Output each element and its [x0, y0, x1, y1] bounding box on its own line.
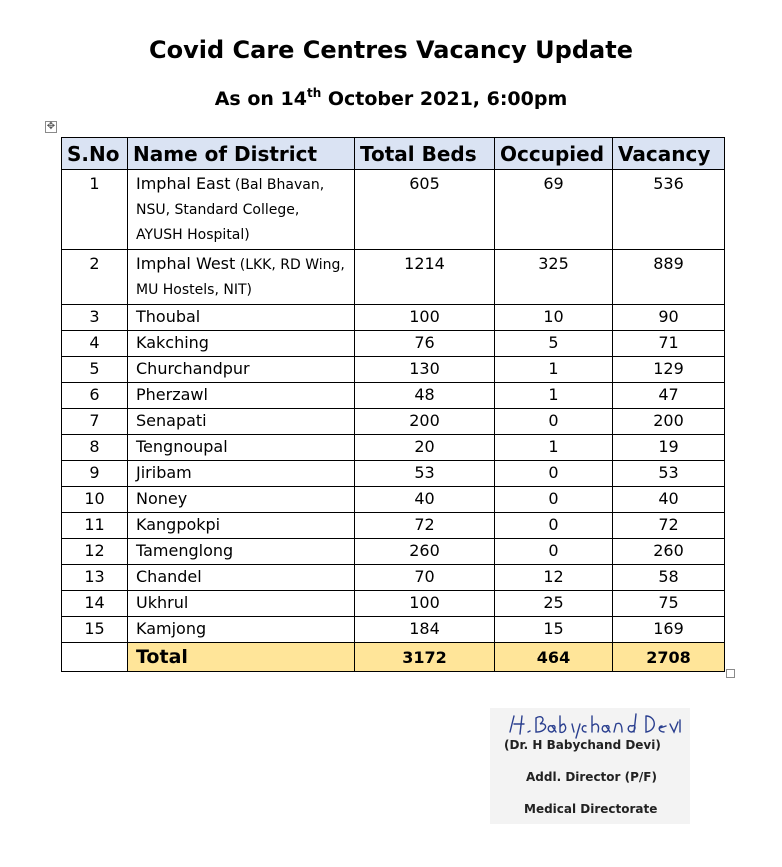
subtitle-prefix: As on 14 — [214, 88, 307, 110]
cell-occupied: 1 — [495, 383, 613, 409]
cell-vacancy: 169 — [613, 617, 725, 643]
cell-occupied: 5 — [495, 331, 613, 357]
cell-district — [128, 617, 355, 643]
table-row — [62, 357, 725, 383]
district-name: Tamenglong — [136, 541, 234, 560]
cell-total-beds: 72 — [355, 513, 495, 539]
table-resize-handle[interactable] — [726, 669, 735, 678]
cell-district — [128, 383, 355, 409]
cell-sno: 12 — [62, 539, 128, 565]
column-header-total-beds: Total Beds — [355, 138, 495, 170]
cell-sno: 13 — [62, 565, 128, 591]
district-name: Imphal East — [136, 174, 231, 193]
cell-vacancy: 53 — [613, 461, 725, 487]
cell-sno: 11 — [62, 513, 128, 539]
cell-sno: 6 — [62, 383, 128, 409]
district-facilities: (Bal Bhavan, NSU, Standard College, AYUSH Hospital) — [136, 177, 325, 243]
cell-sno: 5 — [62, 357, 128, 383]
table-row — [62, 250, 725, 305]
cell-district — [128, 435, 355, 461]
table-header-row — [62, 138, 725, 170]
page-title: Covid Care Centres Vacancy Update — [149, 36, 633, 64]
table-row — [62, 435, 725, 461]
total-occupied-sum: 464 — [495, 643, 613, 672]
cell-vacancy: 260 — [613, 539, 725, 565]
cell-total-beds: 76 — [355, 331, 495, 357]
cell-district — [128, 170, 355, 250]
table-row — [62, 591, 725, 617]
signature-block — [490, 708, 690, 824]
district-name: Imphal West — [136, 254, 236, 273]
cell-sno: 9 — [62, 461, 128, 487]
cell-vacancy: 75 — [613, 591, 725, 617]
district-name: Tengnoupal — [136, 437, 228, 456]
cell-total-beds: 20 — [355, 435, 495, 461]
district-name: Kamjong — [136, 619, 207, 638]
cell-occupied: 12 — [495, 565, 613, 591]
table-row — [62, 565, 725, 591]
signatory-name: (Dr. H Babychand Devi) — [504, 738, 661, 752]
cell-occupied: 0 — [495, 539, 613, 565]
cell-district — [128, 409, 355, 435]
cell-total-beds: 53 — [355, 461, 495, 487]
cell-total-beds: 184 — [355, 617, 495, 643]
cell-vacancy: 90 — [613, 305, 725, 331]
table-row — [62, 487, 725, 513]
district-name: Noney — [136, 489, 188, 508]
cell-occupied: 0 — [495, 461, 613, 487]
signatory-designation: Addl. Director (P/F) — [526, 770, 657, 784]
cell-district — [128, 591, 355, 617]
cell-district — [128, 357, 355, 383]
table-row — [62, 461, 725, 487]
cell-district — [128, 461, 355, 487]
cell-vacancy: 40 — [613, 487, 725, 513]
cell-total-beds: 260 — [355, 539, 495, 565]
cell-occupied: 25 — [495, 591, 613, 617]
cell-total-beds: 200 — [355, 409, 495, 435]
district-name: Ukhrul — [136, 593, 189, 612]
cell-occupied: 0 — [495, 513, 613, 539]
page-subtitle — [0, 88, 782, 110]
cell-vacancy: 129 — [613, 357, 725, 383]
district-name: Thoubal — [136, 307, 201, 326]
cell-vacancy: 47 — [613, 383, 725, 409]
cell-vacancy: 200 — [613, 409, 725, 435]
cell-sno: 4 — [62, 331, 128, 357]
table-move-handle-icon[interactable]: ✥ — [46, 121, 56, 132]
district-facilities: (LKK, RD Wing, MU Hostels, NIT) — [136, 257, 345, 298]
cell-occupied: 0 — [495, 487, 613, 513]
cell-total-beds: 100 — [355, 305, 495, 331]
cell-district — [128, 539, 355, 565]
table-row — [62, 539, 725, 565]
cell-vacancy: 72 — [613, 513, 725, 539]
cell-occupied: 1 — [495, 357, 613, 383]
table-row — [62, 331, 725, 357]
vacancy-table — [61, 137, 725, 672]
cell-sno: 14 — [62, 591, 128, 617]
cell-occupied: 325 — [495, 250, 613, 305]
cell-occupied: 0 — [495, 409, 613, 435]
total-label: Total — [128, 643, 355, 672]
column-header-district: Name of District — [128, 138, 355, 170]
district-name: Kangpokpi — [136, 515, 221, 534]
cell-total-beds: 70 — [355, 565, 495, 591]
cell-sno: 15 — [62, 617, 128, 643]
table-row — [62, 409, 725, 435]
cell-occupied: 1 — [495, 435, 613, 461]
district-name: Senapati — [136, 411, 207, 430]
cell-vacancy: 889 — [613, 250, 725, 305]
cell-total-beds: 130 — [355, 357, 495, 383]
district-name: Pherzawl — [136, 385, 208, 404]
cell-district — [128, 513, 355, 539]
signatory-department: Medical Directorate — [524, 802, 658, 816]
district-name: Churchandpur — [136, 359, 250, 378]
subtitle-suffix: October 2021, 6:00pm — [321, 88, 568, 110]
cell-sno: 2 — [62, 250, 128, 305]
cell-total-beds: 40 — [355, 487, 495, 513]
table-row — [62, 305, 725, 331]
cell-district — [128, 305, 355, 331]
cell-occupied: 10 — [495, 305, 613, 331]
cell-district — [128, 487, 355, 513]
district-name: Chandel — [136, 567, 202, 586]
cell-total-beds: 1214 — [355, 250, 495, 305]
cell-sno: 1 — [62, 170, 128, 250]
handwritten-signature — [502, 710, 682, 740]
district-name: Kakching — [136, 333, 209, 352]
total-vacancy-sum: 2708 — [613, 643, 725, 672]
cell-total-beds: 100 — [355, 591, 495, 617]
table-row — [62, 170, 725, 250]
cell-total-beds: 605 — [355, 170, 495, 250]
total-beds-sum: 3172 — [355, 643, 495, 672]
table-row — [62, 513, 725, 539]
table-row — [62, 383, 725, 409]
cell-sno: 3 — [62, 305, 128, 331]
column-header-sno: S.No — [62, 138, 128, 170]
total-row — [62, 643, 725, 672]
cell-total-beds: 48 — [355, 383, 495, 409]
cell-vacancy: 536 — [613, 170, 725, 250]
cell-sno: 7 — [62, 409, 128, 435]
cell-vacancy: 19 — [613, 435, 725, 461]
district-name: Jiribam — [136, 463, 192, 482]
table-row — [62, 617, 725, 643]
column-header-occupied: Occupied — [495, 138, 613, 170]
subtitle-ordinal: th — [306, 86, 322, 100]
cell-sno: 8 — [62, 435, 128, 461]
cell-vacancy: 58 — [613, 565, 725, 591]
cell-occupied: 69 — [495, 170, 613, 250]
total-sno-blank — [62, 643, 128, 672]
cell-occupied: 15 — [495, 617, 613, 643]
cell-vacancy: 71 — [613, 331, 725, 357]
column-header-vacancy: Vacancy — [613, 138, 725, 170]
cell-sno: 10 — [62, 487, 128, 513]
cell-district — [128, 565, 355, 591]
cell-district — [128, 331, 355, 357]
cell-district — [128, 250, 355, 305]
